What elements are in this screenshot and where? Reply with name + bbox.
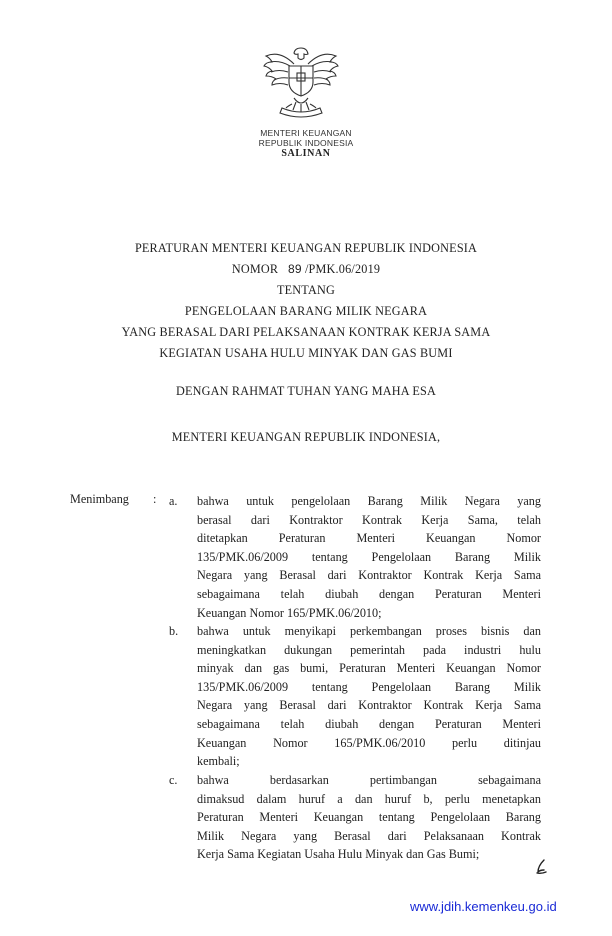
- item-line: Milik Negara yang Berasal dari Pelaksanaan Kontrak: [197, 828, 541, 843]
- letterhead: [0, 128, 612, 160]
- letterhead-line-ministry: MENTERI KEUANGAN: [260, 128, 352, 138]
- item-line: bahwa berdasarkan pertimbangan sebagaimana: [197, 773, 541, 787]
- footer-website-link[interactable]: www.jdih.kemenkeu.go.id: [410, 899, 557, 914]
- menimbang-colon: :: [153, 492, 157, 506]
- item-line: Negara yang Berasal dari Kontraktor Kontrak Kerja Sama: [197, 698, 541, 713]
- item-letter: c.: [169, 773, 178, 787]
- garuda-emblem-icon: [258, 42, 344, 124]
- item-text: [197, 771, 541, 864]
- title-line-subject-1: PENGELOLAAN BARANG MILIK NEGARA: [184, 304, 428, 318]
- rahmat-line: DENGAN RAHMAT TUHAN YANG MAHA ESA: [176, 384, 436, 398]
- regulation-title: [0, 238, 612, 364]
- item-line: bahwa untuk pengelolaan Barang Milik Negara yang: [197, 494, 541, 508]
- title-line-tentang: TENTANG: [277, 283, 335, 297]
- title-line-subject-3: KEGIATAN USAHA HULU MINYAK DAN GAS BUMI: [159, 346, 453, 360]
- item-line: Peraturan Menteri Keuangan tentang Pengelolaan Barang: [197, 810, 541, 825]
- item-line: ditetapkan Peraturan Menteri Keuangan Nomor: [197, 531, 541, 546]
- nomor-suffix: /PMK.06/2019: [304, 262, 381, 276]
- item-line: minyak dan gas bumi, Peraturan Menteri Keuangan Nomor: [197, 661, 541, 676]
- item-line: Keuangan Nomor 165/PMK.06/2010 perlu ditinjau: [197, 735, 541, 750]
- item-line: Kerja Sama Kegiatan Usaha Hulu Minyak dan Gas Bumi;: [197, 847, 480, 862]
- item-line: sebagaimana telah diubah dengan Peraturan Menteri: [197, 716, 541, 731]
- nomor-prefix: NOMOR: [231, 262, 279, 276]
- item-line: 135/PMK.06/2009 tentang Pengelolaan Barang Milik: [197, 679, 541, 694]
- item-line: kembali;: [197, 754, 240, 769]
- menteri-line: MENTERI KEUANGAN REPUBLIK INDONESIA,: [171, 430, 441, 444]
- item-line: 135/PMK.06/2009 tentang Pengelolaan Barang Milik: [197, 549, 541, 564]
- item-text: [197, 492, 541, 622]
- item-line: berasal dari Kontraktor Kontrak Kerja Sama, telah: [197, 512, 541, 527]
- item-letter: a.: [169, 494, 178, 508]
- item-line: Keuangan Nomor 165/PMK.06/2010;: [197, 605, 382, 620]
- nomor-number: 89: [287, 262, 302, 276]
- item-line: sebagaimana telah diubah dengan Peraturan Menteri: [197, 586, 541, 601]
- item-letter: b.: [169, 624, 179, 638]
- salinan-label: SALINAN: [281, 148, 331, 159]
- item-line: bahwa untuk menyikapi perkembangan proses bisnis dan: [197, 624, 541, 638]
- item-text: [197, 622, 541, 771]
- item-line: dimaksud dalam huruf a dan huruf b, perlu menetapkan: [197, 791, 541, 806]
- menimbang-label: Menimbang: [70, 492, 129, 506]
- paraf-mark-icon: [534, 858, 548, 876]
- title-line-regulation: PERATURAN MENTERI KEUANGAN REPUBLIK INDONESIA: [134, 241, 478, 255]
- title-line-nomor: [0, 259, 612, 280]
- letterhead-line-republic: REPUBLIK INDONESIA: [258, 138, 354, 148]
- title-line-subject-2: YANG BERASAL DARI PELAKSANAAN KONTRAK KERJA SAMA: [121, 325, 491, 339]
- item-line: Negara yang Berasal dari Kontraktor Kontrak Kerja Sama: [197, 568, 541, 583]
- item-line: meningkatkan dukungan pemerintah pada industri hulu: [197, 642, 541, 657]
